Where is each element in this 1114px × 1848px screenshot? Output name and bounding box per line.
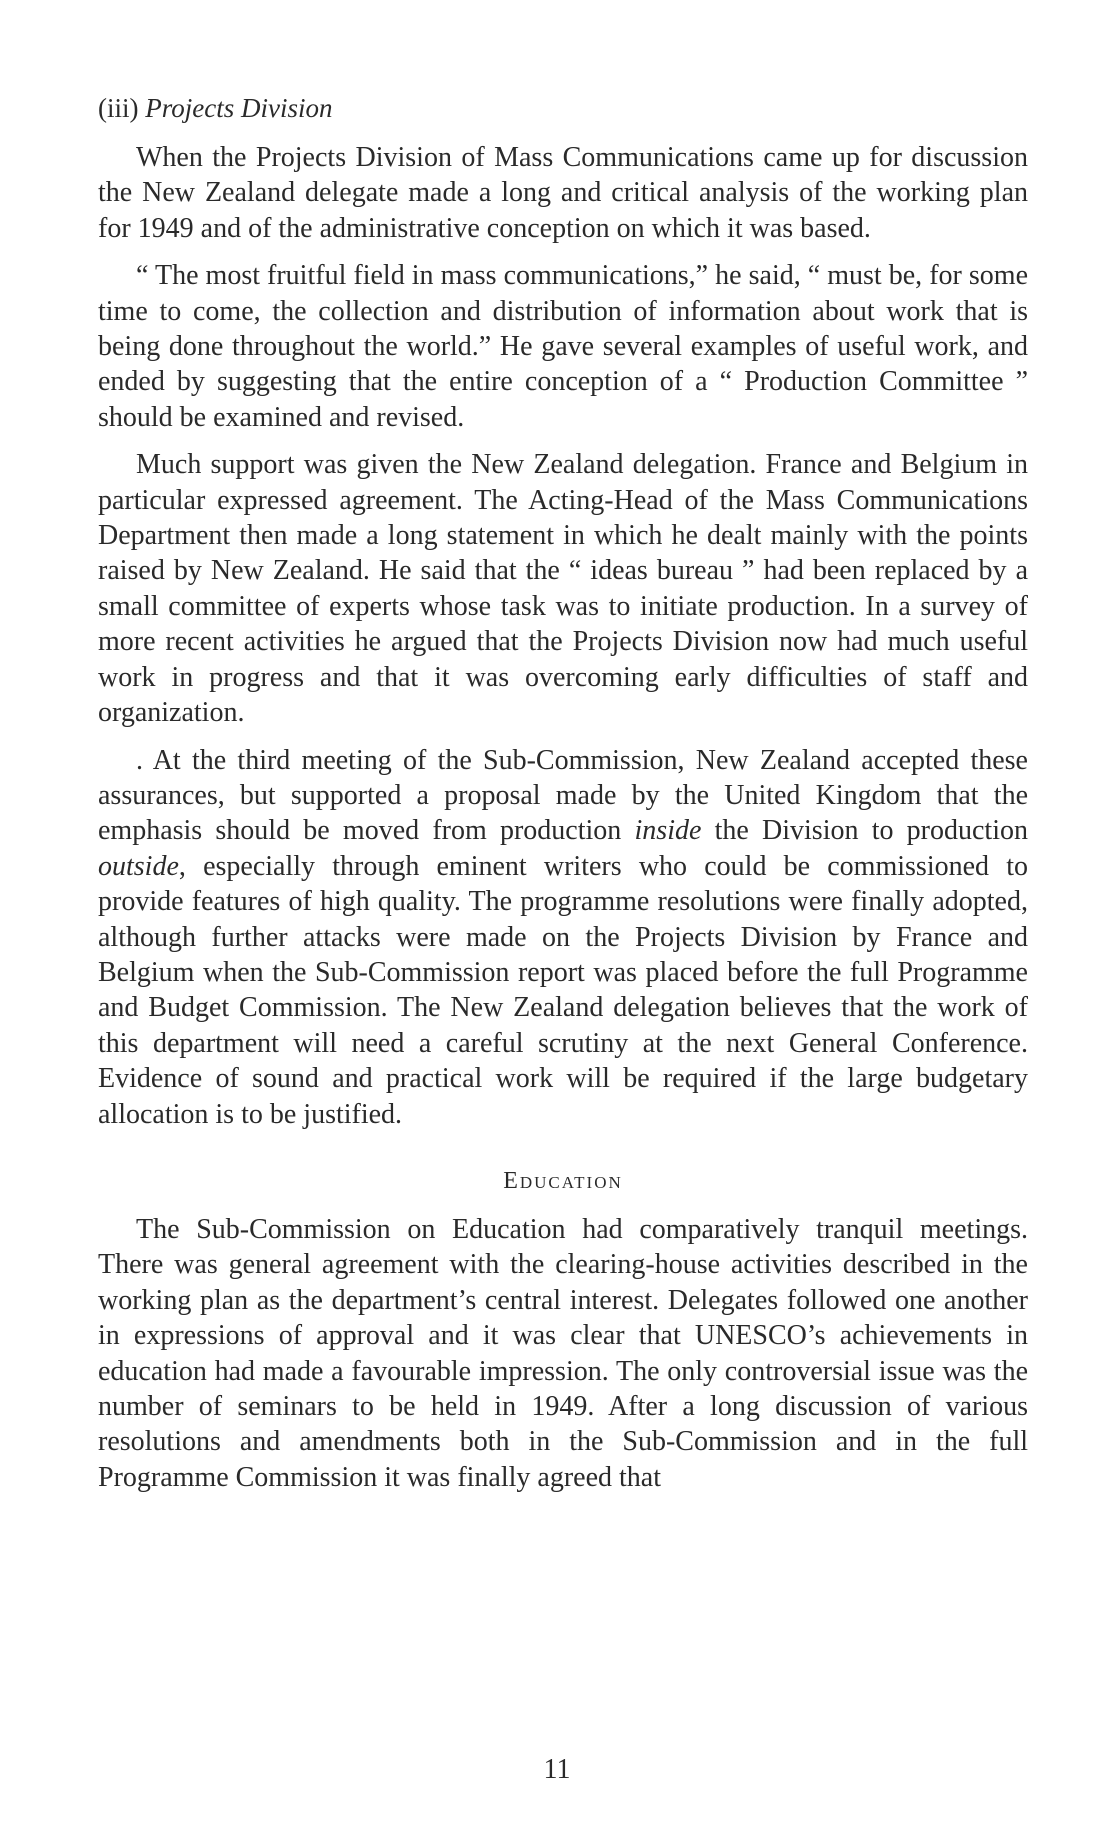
- text-run: When the Projects Division of Mass Communications came up for discussion the New Zealand delegate made a long and critical analysis of the working plan for 1949 and of the administrative conception on which it was based.: [98, 142, 1028, 244]
- section-number: (iii): [98, 93, 139, 123]
- text-run: Much support was given the New Zealand delegation. France and Belgium in particular expressed agreement. The Acting-Head of the Mass Communications Department then made a long statement in which he dealt mainly with the points raised by New Zealand. He said that the “ ideas bureau ” had been replaced by a small committee of experts whose task was to initiate production. In a survey of more recent activities he argued that the Projects Division now had much useful work in progress and that it was overcoming early difficulties of staff and organization.: [98, 449, 1028, 729]
- paragraph: [98, 447, 1028, 730]
- paragraph: [98, 140, 1028, 246]
- section-title: Projects Division: [145, 93, 333, 123]
- text-run: , especially through eminent writers who could be commissioned to provide features of high quality. The programme resolutions were finally adopted, although further attacks were made on the Projects Division by France and Belgium when the Sub-Commission report was placed before the full Programme and Budget Commission. The New Zealand delegation believes that the work of this department will need a careful scrutiny at the next General Conference. Evidence of sound and practical work will be required if the large budgetary allocation is to be justified.: [98, 850, 1028, 1130]
- body-text: [98, 140, 1028, 1132]
- document-page: [98, 90, 1028, 1507]
- text-run: The Sub-Commission on Education had comparatively tranquil meetings. There was general agreement with the clearing-house activities described in the working plan as the department’s central interest. Delegates followed one another in expressions of approval and it was clear that UNESCO’s achievements in education had made a favourable impression. The only controversial issue was the number of seminars to be held in 1949. After a long discussion of various resolutions and amendments both in the Sub-Commission and in the full Programme Commission it was finally agreed that: [98, 1213, 1028, 1493]
- section-heading: [98, 90, 1028, 126]
- education-text: [98, 1212, 1028, 1495]
- paragraph: [98, 1212, 1028, 1495]
- italic-text: inside: [634, 815, 702, 847]
- text-run: . At the third meeting of the Sub-Commission, New Zealand accepted these assurances, but supported a proposal made by the United Kingdom that the emphasis should be moved from production: [98, 744, 1028, 847]
- paragraph: [98, 258, 1028, 435]
- text-run: the Division to production: [701, 815, 1028, 847]
- text-run: “ The most fruitful field in mass communications,” he said, “ must be, for some time to come, the collection and distribution of information about work that is being done throughout the world.” He gave several examples of useful work, and ended by suggesting that the entire conception of a “ Production Committee ” should be examined and revised.: [98, 260, 1028, 433]
- education-heading: Education: [503, 1167, 623, 1194]
- page-number: 11: [543, 1754, 571, 1785]
- italic-text: outside: [98, 850, 179, 882]
- paragraph: [98, 743, 1028, 1132]
